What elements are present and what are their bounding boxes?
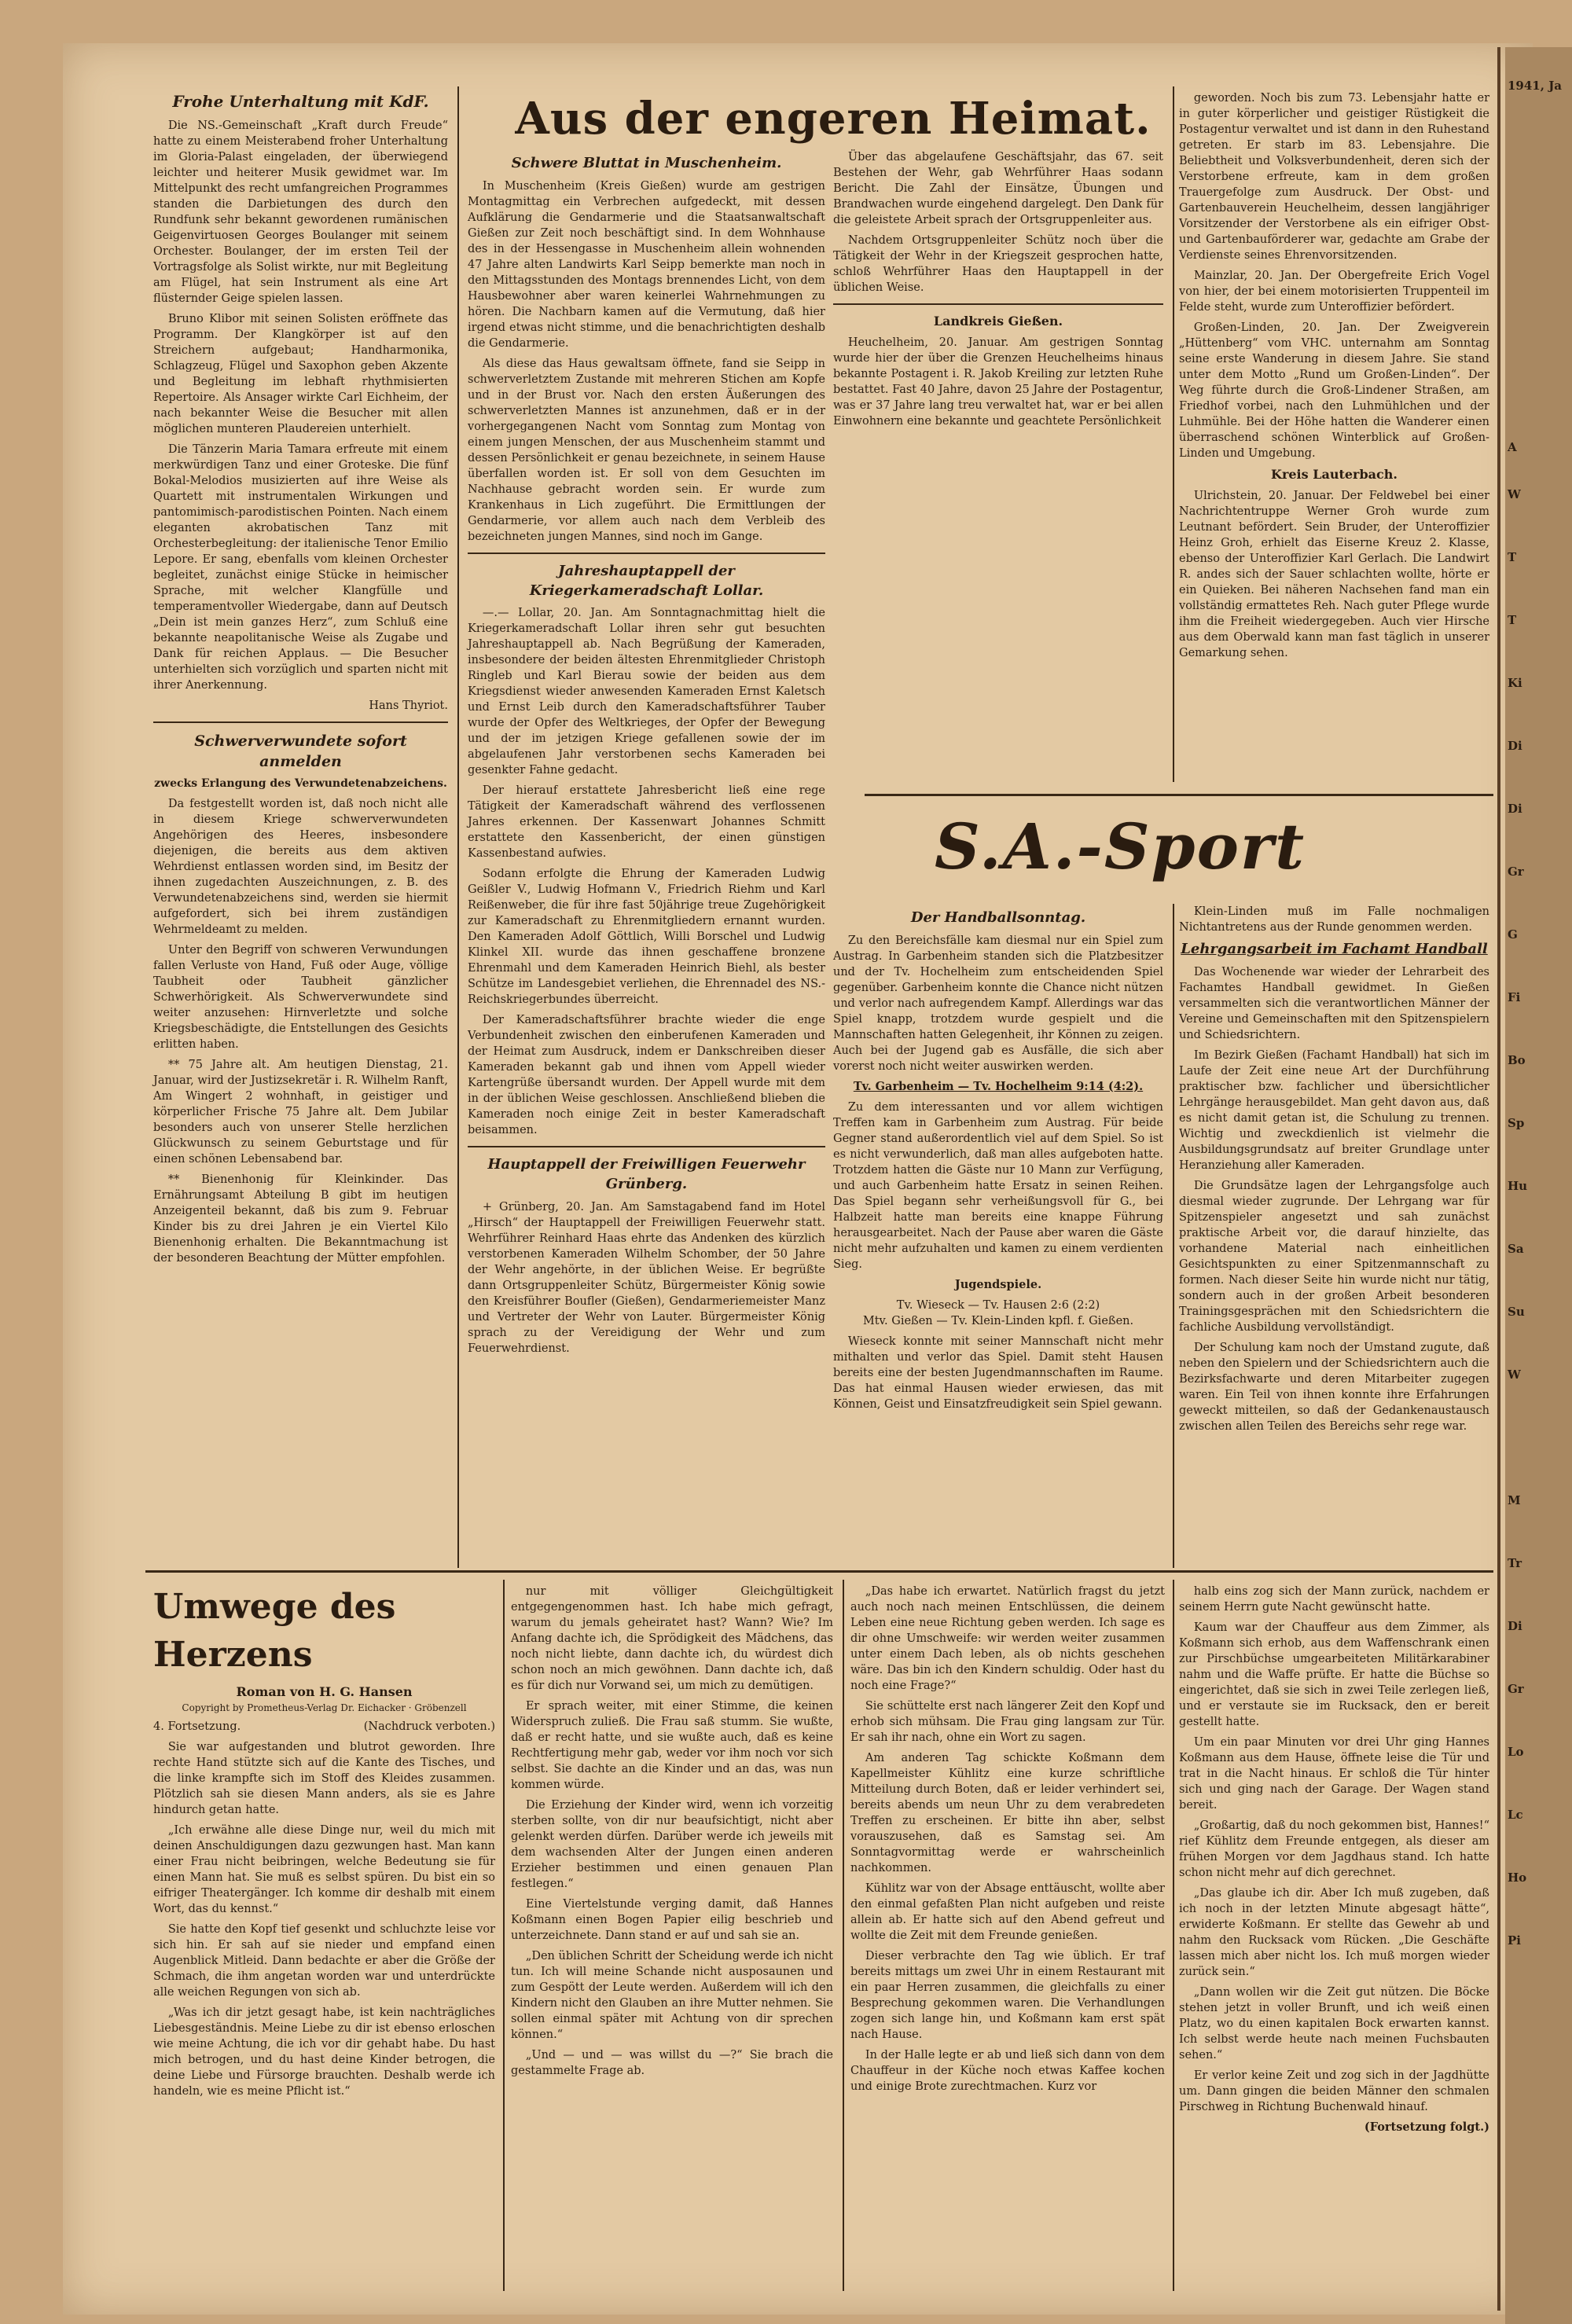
edge-letters-4: T [1508, 613, 1517, 627]
lehrgang-paragraph-4: Der Schulung kam noch der Umstand zugute, daß neben den Spielern und der Schiedsrichtern auch die Bezirksfachwarte und deren Mitarbeiter zugegen waren. Ein Teil von ihnen konnte ihre Erfahrungen geweckt mitteilen, so daß der Gedankenaustausch zwischen allen Teilen des Bereichs sehr rege war. [1179, 1341, 1489, 1433]
column-heimat-2 [833, 149, 1163, 434]
novel-paragraph-22: „Dann wollen wir die Zeit gut nützen. Die Böcke stehen jetzt in voller Brunft, und ich weiß einen Platz, wo du einen kapitalen Bock erwarten kannst. Ich selbst werde heute nach meinen Fuchsbauten sehen.“ [1179, 1986, 1489, 2061]
novel-paragraph-9: „Den üblichen Schritt der Scheidung werde ich nicht tun. Ich will meine Schande nicht ausposaunen und zum Gespött der Leute werden. Außerdem will ich den Kindern nicht den Glauben an ihre Mutter nehmen. Sie sollen einmal später mit Achtung von dir sprechen können.“ [511, 1950, 833, 2041]
lauterbach-heading: Kreis Lauterbach. [1271, 467, 1398, 482]
novel-paragraph-12: Sie schüttelte erst nach längerer Zeit den Kopf und erhob sich mühsam. Die Frau ging langsam zur Tür. Er sah ihr nach, ohne ein Wort zu sagen. [850, 1700, 1165, 1744]
column-sport [833, 904, 1163, 1417]
edge-letters-15: Su [1508, 1305, 1525, 1319]
novel-paragraph-13: Am anderen Tag schickte Koßmann dem Kapellmeister Kühlitz eine kurze schriftliche Mitteilung durch Boten, daß er leider verhindert sei, bereits abends um neun Uhr zu dem verabredeten Treffen zu erscheinen. Er bitte ihn aber, selbst vorauszusehen, daß es Samstag sei. Am Sonntagvormittag werde er wahrscheinlich nachkommen. [850, 1752, 1165, 1874]
edge-letters-16: W [1508, 1368, 1521, 1382]
edge-letters-5: Ki [1508, 676, 1522, 690]
novel-paragraph-19: Um ein paar Minuten vor drei Uhr ging Hannes Koßmann aus dem Hause, öffnete leise die Tür und trat in die Nacht hinaus. Er schloß die Tür hinter sich und ging nach der Garage. Der Wagen stand bereit. [1179, 1736, 1489, 1812]
wounded-heading: Schwerverwundete sofort anmelden [194, 732, 407, 770]
novel-column-3 [850, 1584, 1165, 2099]
heuchelheim-continued: geworden. Noch bis zum 73. Lebensjahr hatte er in guter körperlicher und geistiger Rüstigkeit die Postagentur verwaltet und ist dann in den Ruhestand getreten. Er starb im 83. Lebensjahre. Die Beliebtheit und Volksverbundenheit, deren sich der Verstorbene erfreute, kam in dem großen Trauergefolge zum Ausdruck. Der Obst- und Gartenbauverein Heuchelheim, dessen langjähriger Vorsitzender der Verstorbene als ein eifriger Obst- und Gartenbauförderer war, gedachte am Grabe der Verdienste seines Ehrenvorsitzenden. [1179, 92, 1489, 262]
lehrgang-paragraph-3: Die Grundsätze lagen der Lehrgangsfolge auch diesmal wieder zugrunde. Der Lehrgang war für Spitzenspieler angesetzt und sah zunächst praktische Arbeit vor, die darauf hinzielte, das vorhandene Material nach einheitlichen Gesichtspunkten zu einer Spitzenmannschaft zu formen. Nach dieser Seite hin wurde nicht nur tätig, sondern auch in der großen Arbeit besonderen Trainingsgesprächen mit den Schiedsrichtern die fachliche Ausbildung vervollständigt. [1179, 1179, 1489, 1334]
lollar-heading: Jahreshauptappell der Kriegerkameradschaft Lollar. [529, 562, 764, 599]
novel-author: Roman von H. G. Hansen [236, 1684, 413, 1700]
edge-letters-13: Hu [1508, 1179, 1528, 1193]
edge-letters-8: Gr [1508, 865, 1524, 879]
honey-notice: ** Bienenhonig für Kleinkinder. Das Ernährungsamt Abteilung B gibt im heutigen Anzeigenteil bekannt, daß bis zum 9. Februar Kinder bis zu drei Jahren je ein Viertel Kilo Bienenhonig erhalten. Die Bekanntmachung ist der besonderen Beachtung der Mütter empfohlen. [153, 1173, 448, 1265]
novel-paragraph-11: „Das habe ich erwartet. Natürlich fragst du jetzt auch noch nach meinen Entschlüssen, die deinem Leben eine neue Richtung geben werden. Ich sage es dir ohne Umschweife: wir werden weiter zusammen unter einem Dach leben, als ob nichts geschehen wäre. Das bin ich den Kindern schuldig. Oder hast du noch eine Frage?“ [850, 1585, 1165, 1692]
novel-paragraph-10: „Und — und — was willst du —?“ Sie brach die gestammelte Frage ab. [511, 2049, 833, 2077]
edge-letters-11: Bo [1508, 1053, 1526, 1067]
novel-paragraph-16: In der Halle legte er ab und ließ sich dann von dem Chauffeur in der Küche noch etwas Kaffee kochen und einige Brote zurechtmachen. Kurz vor [850, 2049, 1165, 2093]
novel-rule-3 [1173, 1580, 1174, 2291]
edge-letters-6: Di [1508, 739, 1522, 753]
section-divider [468, 553, 825, 554]
novel-meta [153, 1719, 495, 1735]
kdf-heading: Frohe Unterhaltung mit KdF. [172, 92, 429, 111]
column-sport-2 [1179, 904, 1489, 1439]
novel-rule-1 [503, 1580, 505, 2291]
sport-headline: S.A.-Sport [934, 810, 1306, 883]
column-rule-2 [1173, 86, 1174, 782]
grossen-linden-notice: Großen-Linden, 20. Jan. Der Zweigverein „Hüttenberg“ vom VHC. unternahm am Sonntag seine erste Wanderung in diesem Jahre. Sie stand unter dem Motto „Rund um Großen-Linden“. Der Weg führte durch die Groß-Lindener Straßen, am Friedhof vorbei, nach den Luhmühlchen und der Luhmühle. Bei der Höhe hatten die Wanderer einen überraschend schönen Winterblick auf Großen-Linden und Umgebung. [1179, 321, 1489, 460]
handball-heading: Der Handballsonntag. [910, 909, 1086, 926]
novel-paragraph-3: Sie hatte den Kopf tief gesenkt und schluchzte leise vor sich hin. Er sah auf sie nieder und empfand einen Augenblick Mitleid. Dann bedachte er aber die Größe der Schmach, die ihm angetan worden war und unterdrückte alle weichen Regungen von sich ab. [153, 1923, 495, 1999]
section-divider [833, 303, 1163, 305]
lehrgang-paragraph-2: Im Bezirk Gießen (Fachamt Handball) hat sich im Laufe der Zeit eine neue Art der Durchführung praktischer bzw. fachlicher und übersichtlicher Lehrgänge herausgebildet. Man geht davon aus, daß es nicht damit getan ist, die Schulung zu trennen. Wichtig und zweckdienlich ist vielmehr die Ausbildungsgrundsatz auf breiter Grundlage unter Heranziehung aller Kameraden. [1179, 1048, 1489, 1172]
column-left [153, 86, 448, 1271]
novel-paragraph-4: „Was ich dir jetzt gesagt habe, ist kein nachträgliches Liebesgeständnis. Meine Liebe zu dir ist ebenso erloschen wie meine Achtung, die ich vor dir gehabt habe. Du hast mich betrogen, und du hast deine Kinder betrogen, die deine Liebe und Fürsorge brauchten. Deshalb werde ich handeln, wie es meine Pflicht ist.“ [153, 2006, 495, 2098]
lehrgang-heading: Lehrgangsarbeit im Fachamt Handball [1181, 941, 1488, 957]
gruenberg-paragraph-1: + Grünberg, 20. Jan. Am Samstagabend fand im Hotel „Hirsch“ der Hauptappell der Freiwilligen Feuerwehr statt. Wehrführer Reinhard Haas ehrte das Andenken des kürzlich verstorbenen Kameraden Wilhelm Schomber, der 50 Jahre der Wehr angehörte, in der üblichen Weise. Er begrüßte dann Ortsgruppenleiter Schütz, Bürgermeister König sowie den Kreisführer Boufler (Gießen), Gendarmeriemeister Manz und Vertreter der Wehr von Lauter. Bürgermeister König sprach zu der Vereidigung der Wehr und zum Feuerwehrdienst. [468, 1201, 825, 1356]
ulrichstein-notice: Ulrichstein, 20. Januar. Der Feldwebel bei einer Nachrichtentruppe Werner Groh wurde zum Leutnant befördert. Sein Bruder, der Unteroffizier Heinz Groh, erhielt das Eiserne Kreuz 2. Klasse, ebenso der Unteroffizier Karl Gerlach. Die Landwirt R. andes sich der Sauer schlachten wollte, hörte er ein Quieken. Bei näheren Nachsehen fand man ein vollständig ermattetes Reh. Nach guter Pflege wurde ihm die Freiheit wiedergegeben. Auch vier Hirsche aus dem Oberwald kann man fast täglich in unserer Gemarkung sehen. [1179, 490, 1489, 660]
birthday-notice: ** 75 Jahre alt. Am heutigen Dienstag, 21. Januar, wird der Justizsekretär i. R. Wilhelm Ranft, Am Wingert 2 wohnhaft, in geistiger und körperlicher Frische 75 Jahre alt. Dem Jubilar besonders auch von unserer Stelle herzlichen Glückwunsch zu seinem Geburtstage und für einen schönen Lebensabend bar. [153, 1059, 448, 1166]
novel-paragraph-14: Kühlitz war von der Absage enttäuscht, wollte aber den einmal gefaßten Plan nicht aufgeben und reiste allein ab. Er hatte sich auf den Abend gefreut und wollte die Zeit mit dem Freunde genießen. [850, 1882, 1165, 1942]
novel-paragraph-17: halb eins zog sich der Mann zurück, nachdem er seinem Herrn gute Nacht gewünscht hatte. [1179, 1585, 1489, 1614]
handball-paragraph-2: Zu dem interessanten und vor allem wichtigen Treffen kam in Garbenheim zum Austrag. Für beide Gegner stand außerordentlich viel auf dem Spiel. So ist es nicht verwunderlich, daß man alles aufgeboten hatte. Trotzdem hatten die Gäste nur 10 Mann zur Verfügung, und auch Garbenheim hatte Ersatz in seinen Reihen. Das Spiel begann sehr verheißungsvoll für G., bei Halbzeit hatte man bereits eine knappe Führung herausgearbeitet. Nach der Pause aber waren die Gäste nicht mehr aufzuhalten und kamen zu einem verdienten Sieg. [833, 1100, 1163, 1271]
novel-paragraph-6: Er sprach weiter, mit einer Stimme, die keinen Widerspruch zuließ. Die Frau saß stumm. Sie wußte, daß er recht hatte, und sie wußte auch, daß es keine Rechtfertigung mehr gab, weder vor ihm noch vor sich selbst. Sie dachte an die Kinder und an das, was nun kommen würde. [511, 1700, 833, 1791]
edge-letters-7: Di [1508, 802, 1522, 816]
edge-letters-23: Ho [1508, 1871, 1527, 1885]
novel-rule-2 [843, 1580, 844, 2291]
edge-letters-10: Fi [1508, 990, 1521, 1004]
novel-title: Umwege des Herzens [153, 1587, 396, 1675]
gruenberg-paragraph-2: Über das abgelaufene Geschäftsjahr, das 67. seit Bestehen der Wehr, gab Wehrführer Haas sodann Bericht. Die Zahl der Einsätze, Übungen und Brandwachen wurde eingehend dargelegt. Den Dank für die geleistete Arbeit sprach der Ortsgruppenleiter aus. [833, 151, 1163, 226]
edge-letters-2: W [1508, 487, 1521, 501]
klein-linden-note: Klein-Linden muß im Falle nochmaligen Nichtantretens aus der Runde genommen werden. [1179, 905, 1489, 934]
kdf-paragraph-3: Die Tänzerin Maria Tamara erfreute mit einem merkwürdigen Tanz und einer Groteske. Die fünf Bokal-Melodios musizierten auf ihre Weise als Quartett mit instrumentalen Wirkungen und pantomimisch-parodistischen Pointen. Nach einem eleganten akrobatischen Tanz mit Orchesterbegleitung: der italienische Tenor Emilio Lepore. Er sang, ebenfalls vom kleinen Orchester begleitet, zunächst einige Stücke in heimischer Sprache, mit welcher Klangfülle und temperamentvoller Wiedergabe, dann auf Deutsch „Dein ist mein ganzes Herz“, zum Schluß eine bekannte neapolitanische Weise als Zugabe und Dank für reichen Applaus. — Die Besucher unterhielten sich vorzüglich und sparten nicht mit ihrer Anerkennung. [153, 442, 448, 692]
novel-reprint-note: (Nachdruck verboten.) [363, 1720, 495, 1734]
heimat-headline: Aus der engeren Heimat. [515, 93, 1151, 145]
novel-column-4 [1179, 1584, 1489, 2135]
novel-continuation: (Fortsetzung folgt.) [1364, 2120, 1489, 2134]
wounded-subheading: zwecks Erlangung des Verwundetenabzeichens. [154, 777, 447, 791]
novel-paragraph-21: „Das glaube ich dir. Aber Ich muß zugeben, daß ich noch in der letzten Minute abgesagt hätte“, erwiderte Koßmann. Er stellte das Gewehr ab und nahm den Rucksack vom Rücken. „Die Geschäfte lassen mich aber nicht los. Ich muß morgen wieder zurück sein.“ [1179, 1887, 1489, 1978]
edge-date: 1941, Ja [1508, 79, 1563, 93]
handball-paragraph-1: Zu den Bereichsfälle kam diesmal nur ein Spiel zum Austrag. In Garbenheim standen sich die Platzbesitzer und der Tv. Hochelheim zum entscheidenden Spiel gegenüber. Garbenheim konnte die Chance nicht nützen und verlor nach aufregendem Kampf. Allerdings war das Spiel knapp, trotzdem wurde gespielt und die Mannschaften hatten Gelegenheit, ihr Können zu zeigen. Auch bei der Jugend gab es Ausfälle, die sich aber vorerst noch nicht weiter auswirken werden. [833, 934, 1163, 1073]
edge-letters-19: Di [1508, 1619, 1522, 1633]
edge-letters-3: T [1508, 550, 1517, 564]
column-heimat-3 [1179, 90, 1489, 666]
novel-paragraph-18: Kaum war der Chauffeur aus dem Zimmer, als Koßmann sich erhob, aus dem Waffenschrank einen zur Pirschbüchse umgearbeiteten Militärkarabiner nahm und die Waffe prüfte. Er hatte die Büchse so eingerichtet, daß sie sich in zwei Teile zerlegen ließ, und er verstaute sie im Rucksack, den er bereit gestellt hatte. [1179, 1621, 1489, 1728]
match-result-2: Tv. Wieseck — Tv. Hausen 2:6 (2:2) [896, 1298, 1100, 1312]
edge-letters-1: A [1508, 440, 1517, 454]
edge-letters-14: Sa [1508, 1242, 1524, 1256]
novel-column-2 [511, 1584, 833, 2084]
lollar-paragraph-3: Sodann erfolgte die Ehrung der Kameraden Ludwig Geißler V., Ludwig Hofmann V., Friedrich Riehm und Karl Reißenweber, die für ihre fast 50jährige treue Zugehörigkeit zur Kameradschaft zu Ehrenmitgliedern ernannt wurden. Den Kameraden Adolf Göttlich, Willi Borschel und Ludwig Klinkel XII. wurde das ihnen geschaffene bronzene Ehrenmahl und dem Kameraden Heinrich Biehl, als bester Schütze im Landesgebiet verliehen, die Ehrennadel des NS.-Reichskriegerbundes überreicht. [468, 868, 825, 1007]
page-fold-line [1497, 47, 1500, 2311]
edge-letters-9: G [1508, 927, 1518, 942]
section-divider [153, 721, 448, 723]
kdf-signature: Hans Thyriot. [369, 699, 448, 712]
novel-installment: 4. Fortsetzung. [153, 1720, 241, 1734]
novel-paragraph-15: Dieser verbrachte den Tag wie üblich. Er traf bereits mittags um zwei Uhr in einem Restaurant mit ein paar Herren zusammen, die gleichfalls zu einer Besprechung gekommen waren. Die Verhandlungen zogen sich lange hin, und Koßmann kam erst spät nach Hause. [850, 1950, 1165, 2041]
lollar-paragraph-2: Der hierauf erstattete Jahresbericht ließ eine rege Tätigkeit der Kameradschaft während des verflossenen Jahres erkennen. Der Kassenwart Johannes Schmitt erstattete den Kassenbericht, der einen günstigen Kassenbestand aufwies. [468, 784, 825, 861]
sport-top-rule [865, 794, 1493, 796]
gruenberg-heading: Hauptappell der Freiwilligen Feuerwehr Grünberg. [487, 1156, 806, 1193]
novel-paragraph-1: Sie war aufgestanden und blutrot geworden. Ihre rechte Hand stützte sich auf die Kante des Tisches, und die linke krampfte sich im Stoff des Kleides zusammen. Plötzlich sah sie diesen Mann anders, als sie es Jahre hindurch getan hatte. [153, 1741, 495, 1817]
kdf-paragraph-2: Bruno Klibor mit seinen Solisten eröffnete das Programm. Der Klangkörper ist auf den Streichern aufgebaut; Handharmonika, Schlagzeug, Flügel und Saxophon geben Akzente und Begleitung im lebhaft rhythmisierten Repertoire. Als Ansager wirkte Carl Eichheim, der nach bekannter Weise die Besucher mit allen möglichen munteren Plaudereien unterhielt. [153, 312, 448, 435]
bluttat-heading: Schwere Bluttat in Muschenheim. [511, 155, 782, 171]
column-rule-1 [457, 86, 459, 1568]
novel-paragraph-5: nur mit völliger Gleichgültigkeit entgegengenommen hast. Ich habe mich gefragt, warum du jemals geheiratet hast? Wann? Wie? Im Anfang dachte ich, die Sprödigkeit des Mädchens, das noch nicht liebte, dann dachte ich, du würdest dich schon noch an mich gewöhnen. Dann dachte ich, daß es für dich nur Vorwand sei, um mich zu demütigen. [511, 1585, 833, 1692]
feuilleton-rule [145, 1570, 1493, 1573]
novel-paragraph-8: Eine Viertelstunde verging damit, daß Hannes Koßmann einen Bogen Papier eilig beschrieb und unterzeichnete. Dann stand er auf und sah sie an. [511, 1898, 833, 1942]
edge-letters-21: Lo [1508, 1745, 1524, 1759]
edge-letters-17: M [1508, 1493, 1521, 1507]
kdf-paragraph-1: Die NS.-Gemeinschaft „Kraft durch Freude“ hatte zu einem Meisterabend froher Unterhaltung im Gloria-Palast eingeladen, der überwiegend leichter und heiterer Musik gewidmet war. Im Mittelpunkt des recht umfangreichen Programmes standen die Darbietungen des durch den Rundfunk sehr bekannt gewordenen rumänischen Geigenvirtuosen Georges Boulanger mit seinem Orchester. Boulanger, der im ersten Teil der Vortragsfolge als Solist wirkte, nur mit Begleitung am Flügel, hat sein Instrument als eine Art flüsternder Geige spielen lassen. [153, 119, 448, 305]
lehrgang-paragraph-1: Das Wochenende war wieder der Lehrarbeit des Fachamtes Handball gewidmet. In Gießen versammelten sich die verantwortlichen Männer der Vereine und Gemeinschaften mit den Spitzenspielern und Schiedsrichtern. [1179, 965, 1489, 1041]
bluttat-paragraph-1: In Muschenheim (Kreis Gießen) wurde am gestrigen Montagmittag ein Verbrechen aufgedeckt, mit dessen Aufklärung die Gendarmerie und die Staatsanwaltschaft Gießen zur Zeit noch beschäftigt sind. In dem Wohnhause des in der Hessengasse in Muschenheim allein wohnenden 47 Jahre alten Landwirts Karl Seipp bemerkte man noch in den Mittagsstunden des Montags brennendes Licht, von dem Hausbewohner aber waren keinerlei Wahrnehmungen zu hören. Die Nachbarn kamen auf die Vermutung, daß hier irgend etwas nicht stimme, und die benachrichtigten deshalb die Gendarmerie. [468, 179, 825, 350]
match-result-1: Tv. Garbenheim — Tv. Hochelheim 9:14 (4:2). [853, 1079, 1144, 1093]
section-divider [468, 1146, 825, 1147]
edge-letters-24: Pi [1508, 1933, 1521, 1948]
lollar-paragraph-4: Der Kameradschaftsführer brachte wieder die enge Verbundenheit zwischen den einberufenen Kameraden und der Heimat zum Ausdruck, indem er Dankschreiben dieser Kameraden bekannt gab und ihnen vom Appell wieder Kartengrüße übersandt wurden. Der Appell wurde mit dem in der üblichen Weise geschlossen. Anschließend blieben die Kameraden noch einige Zeit in bester Kameradschaft beisammen. [468, 1014, 825, 1137]
novel-paragraph-20: „Großartig, daß du noch gekommen bist, Hannes!“ rief Kühlitz dem Freunde entgegen, als dieser am frühen Morgen vor dem Jagdhaus stand. Ich hatte schon nicht mehr auf dich gerechnet. [1179, 1819, 1489, 1879]
edge-letters-20: Gr [1508, 1682, 1524, 1696]
column-heimat-1 [468, 149, 825, 1361]
novel-paragraph-2: „Ich erwähne alle diese Dinge nur, weil du mich mit deinen Anschuldigungen dazu gezwungen hast. Man kann einer Frau nicht beibringen, welche Bedeutung sie für einen Mann hat. Sie muß es selbst spüren. Du bist ein so eifriger Theatergänger. Ich komme dir deshalb mit einem Wort, das du kennst.“ [153, 1824, 495, 1916]
novel-column-1 [153, 1584, 495, 2104]
gruenberg-paragraph-3: Nachdem Ortsgruppenleiter Schütz noch über die Tätigkeit der Wehr in der Kriegszeit gesprochen hatte, schloß Wehrführer Haas den Hauptappell in der üblichen Weise. [833, 234, 1163, 294]
handball-paragraph-3: Wieseck konnte mit seiner Mannschaft nicht mehr mithalten und verlor das Spiel. Damit steht Hausen bereits eine der besten Jugendmannschaften im Raume. Das hat einmal Hausen wieder erwiesen, das mit Können, Geist und Einsatzfreudigkeit sein Spiel gewann. [833, 1335, 1163, 1411]
heuchelheim-paragraph: Heuchelheim, 20. Januar. Am gestrigen Sonntag wurde hier der über die Grenzen Heuchelheims hinaus bekannte Postagent i. R. Jakob Kreiling zur letzten Ruhe bestattet. Fast 40 Jahre, davon 25 Jahre der Postagentur, was er 37 Jahre lang treu verwaltet hat, war er bei allen Einwohnern eine bekannte und geachtete Persönlichkeit [833, 336, 1163, 428]
youth-heading: Jugendspiele. [954, 1277, 1042, 1291]
edge-letters-22: Lc [1508, 1808, 1523, 1822]
column-rule-3 [1173, 904, 1174, 1568]
novel-paragraph-23: Er verlor keine Zeit und zog sich in der Jagdhütte um. Dann gingen die beiden Männer den schmalen Pirschweg in Richtung Buchenwald hinauf. [1179, 2069, 1489, 2113]
mainzlar-notice: Mainzlar, 20. Jan. Der Obergefreite Erich Vogel von hier, der bei einem motorisierten Truppenteil im Felde steht, wurde zum Unteroffizier befördert. [1179, 270, 1489, 314]
edge-letters-12: Sp [1508, 1116, 1525, 1130]
novel-paragraph-7: Die Erziehung der Kinder wird, wenn ich vorzeitig sterben sollte, von dir nur beaufsichtigt, nicht aber gelenkt werden dürfen. Darüber werde ich jeweils mit dem wachsenden Alter der Jungen einen anderen Erzieher bestimmen und einen genauen Plan festlegen.“ [511, 1799, 833, 1890]
wounded-paragraph-2: Unter den Begriff von schweren Verwundungen fallen Verluste von Hand, Fuß oder Auge, völlige Taubheit oder Taubheit gänzlicher Schwerhörigkeit. Als Schwerverwundete sind weiter anzusehen: Hirnverletzte und solche Kriegsbeschädigte, die Entstellungen des Gesichts erlitten haben. [153, 944, 448, 1052]
lollar-paragraph-1: —.— Lollar, 20. Jan. Am Sonntagnachmittag hielt die Kriegerkameradschaft Lollar ihren sehr gut besuchten Jahreshauptappell ab. Nach Begrüßung der Kameraden, insbesondere der beiden ältesten Ehrenmitglieder Christoph Ringleb und Karl Bierau sowie der beiden aus dem Kriegsdienst wieder anwesenden Kameraden Ernst Kaletsch und Ernst Leib durch den Kameradschaftsführer Tauber wurde der Opfer des Weltkrieges, der Opfer der Bewegung und der im jetzigen Kriege gefallenen sowie der im abgelaufenen Jahr verstorbenen sechs Kameraden bei gesenkter Fahne gedacht. [468, 607, 825, 777]
bluttat-paragraph-2: Als diese das Haus gewaltsam öffnete, fand sie Seipp in schwerverletztem Zustande mit mehreren Stichen am Kopfe und in der Brust vor. Nach den ersten Äußerungen des schwerverletzten Mannes ist anzunehmen, daß er in der vorhergegangenen Nacht vom Sonntag zum Montag von einem jungen Menschen, der aus Muschenheim stammt und dessen Persönlichkeit er genau bezeichnete, in seinem Hause überfallen worden ist. Er soll von dem Gesuchten im Nachhause gebracht worden sein. Er wurde zum Krankenhaus in Lich zugeführt. Die Ermittlungen der Gendarmerie, vor allem auch nach dem Verbleib des bezeichneten jungen Mannes, sind noch im Gange. [468, 357, 825, 543]
edge-letters-18: Tr [1508, 1556, 1522, 1570]
wounded-paragraph-1: Da festgestellt worden ist, daß noch nicht alle in diesem Kriege schwerverwundeten Angehörigen des Heeres, insbesondere diejenigen, die bereits aus dem aktiven Wehrdienst entlassen worden sind, im Besitz der ihnen zugedachten Auszeichnungen, z. B. des Verwundetenabzeichens sind, werden sie hiermit aufgefordert, sich bei ihrem zuständigen Wehrmeldeamt zu melden. [153, 798, 448, 937]
match-result-3: Mtv. Gießen — Tv. Klein-Linden kpfl. f. Gießen. [862, 1314, 1134, 1327]
landkreis-heading: Landkreis Gießen. [933, 314, 1063, 329]
novel-copyright: Copyright by Prometheus-Verlag Dr. Eichacker · Gröbenzell [182, 1702, 467, 1713]
